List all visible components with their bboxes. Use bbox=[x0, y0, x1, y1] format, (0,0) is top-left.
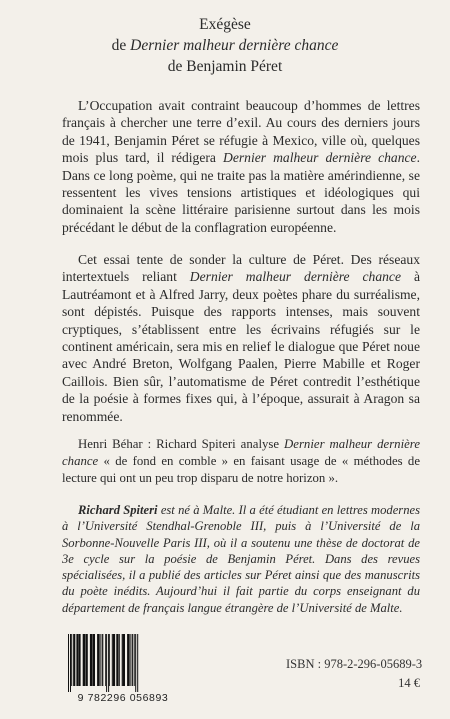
quote-text-a: Henri Béhar : Richard Spiteri analyse bbox=[78, 437, 285, 451]
title-work-name: Dernier malheur dernière chance bbox=[130, 37, 339, 54]
barcode bbox=[60, 634, 186, 708]
barcode-bar bbox=[109, 634, 110, 686]
para2-work-title: Dernier malheur dernière chance bbox=[189, 269, 402, 285]
barcode-digits: 9 782296 056893 bbox=[77, 692, 169, 704]
barcode-guard-bar bbox=[68, 634, 69, 692]
para2-text-a: Cet essai tente de sonder la culture de Péret. Des réseaux intertextuels reliant bbox=[62, 252, 420, 285]
barcode-bars bbox=[60, 634, 186, 692]
isbn: ISBN : 978-2-296-05689-3 bbox=[286, 657, 423, 671]
barcode-bar bbox=[119, 634, 120, 686]
barcode-bar bbox=[127, 634, 129, 686]
barcode-bar bbox=[134, 634, 135, 686]
barcode-bar bbox=[85, 634, 87, 686]
barcode-bar bbox=[71, 634, 72, 686]
barcode-bar bbox=[112, 634, 113, 686]
barcode-guard-bar bbox=[137, 634, 138, 692]
barcode-bar bbox=[103, 634, 104, 686]
barcode-bar bbox=[122, 634, 123, 686]
para1-text-a: L’Occupation avait contraint beaucoup d’hommes de lettres français à chercher une terre d’exil. Au cours des derniers jours de 1941, Benjamin Péret se réfugie à Mexico, ville où, quelques mois plus tard, il rédigera bbox=[62, 98, 420, 166]
title-line-exegese: Exégèse bbox=[199, 16, 251, 33]
barcode-bar bbox=[105, 634, 106, 686]
barcode-bar bbox=[132, 634, 133, 686]
barcode-bar bbox=[76, 634, 78, 686]
summary-paragraph-1 bbox=[62, 97, 420, 236]
author-bio-text: est né à Malte. Il a été étudiant en lettres modernes à l’Université Stendhal-Grenoble III, puis à l’Université de la Sorbonne-Nouvelle Paris III, où il a soutenu une thèse de doctorat de 3e cycle sur la poésie de Benjamin Péret. Dans des revues spécialisées, il a publié des articles sur Péret ainsi que des manuscrits du poète inédits. Aujourd’hui il fait partie du corps enseignant du département de français langue étrangère de l’Université de Malte. bbox=[62, 503, 420, 615]
barcode-guard-bar bbox=[135, 634, 136, 692]
barcode-bar bbox=[74, 634, 76, 686]
barcode-bar bbox=[78, 634, 80, 686]
barcode-bar bbox=[123, 634, 125, 686]
title-prefix: de bbox=[111, 37, 131, 54]
barcode-bar bbox=[100, 634, 101, 686]
barcode-bar bbox=[83, 634, 85, 686]
barcode-bar bbox=[133, 634, 134, 686]
barcode-guard-bar bbox=[106, 634, 107, 692]
review-quote bbox=[62, 436, 420, 487]
quote-work-title: Dernier malheur dernière chance bbox=[62, 437, 420, 468]
para1-work-title: Dernier malheur dernière chance bbox=[223, 150, 417, 166]
barcode-bar bbox=[73, 634, 74, 686]
barcode-bar bbox=[130, 634, 131, 686]
barcode-bar bbox=[102, 634, 103, 686]
title-line-work bbox=[0, 35, 450, 56]
author-name: Richard Spiteri bbox=[78, 503, 158, 517]
book-title-block bbox=[0, 14, 450, 77]
barcode-bar bbox=[116, 634, 118, 686]
para1-text-c: . Dans ce long poème, qui ne traite pas la matière amérindienne, se ressentent les vives tensions artistiques et idéologiques qui dominaient la scène littéraire parisienne surtout dans les mois précédant le début de la conflagration européenne. bbox=[62, 150, 420, 235]
barcode-guard-bar bbox=[108, 634, 109, 692]
quote-text-c: « de fond en comble » en faisant usage de « méthodes de lecture qui ont un peu trop disparu de notre horizon ». bbox=[62, 454, 420, 485]
author-bio bbox=[62, 502, 420, 616]
barcode-bar bbox=[93, 634, 95, 686]
barcode-bar bbox=[90, 634, 92, 686]
para2-text-c: à Lautréamont et à Alfred Jarry, deux poètes phare du surréalisme, sont dépistés. Puisque des rapports intenses, mais souvent cryptiques, s’établissent entre les écrivains réfugiés sur le continent américain, sera mis en relief le dialogue que Péret noue avec André Breton, Wolfgang Paalen, Pierre Mabille et Roger Caillois. Bien sûr, l’automatisme de Péret contredit l’esthétique de la poésie à formes fixes qui, à l’époque, assurait à Aragon sa renommée. bbox=[62, 269, 420, 424]
price: 14 € bbox=[398, 676, 420, 690]
barcode-guard-bar bbox=[70, 634, 71, 692]
barcode-bar bbox=[113, 634, 115, 686]
summary-paragraph-2 bbox=[62, 251, 420, 425]
barcode-bar bbox=[97, 634, 99, 686]
title-line-author: de Benjamin Péret bbox=[167, 58, 283, 75]
